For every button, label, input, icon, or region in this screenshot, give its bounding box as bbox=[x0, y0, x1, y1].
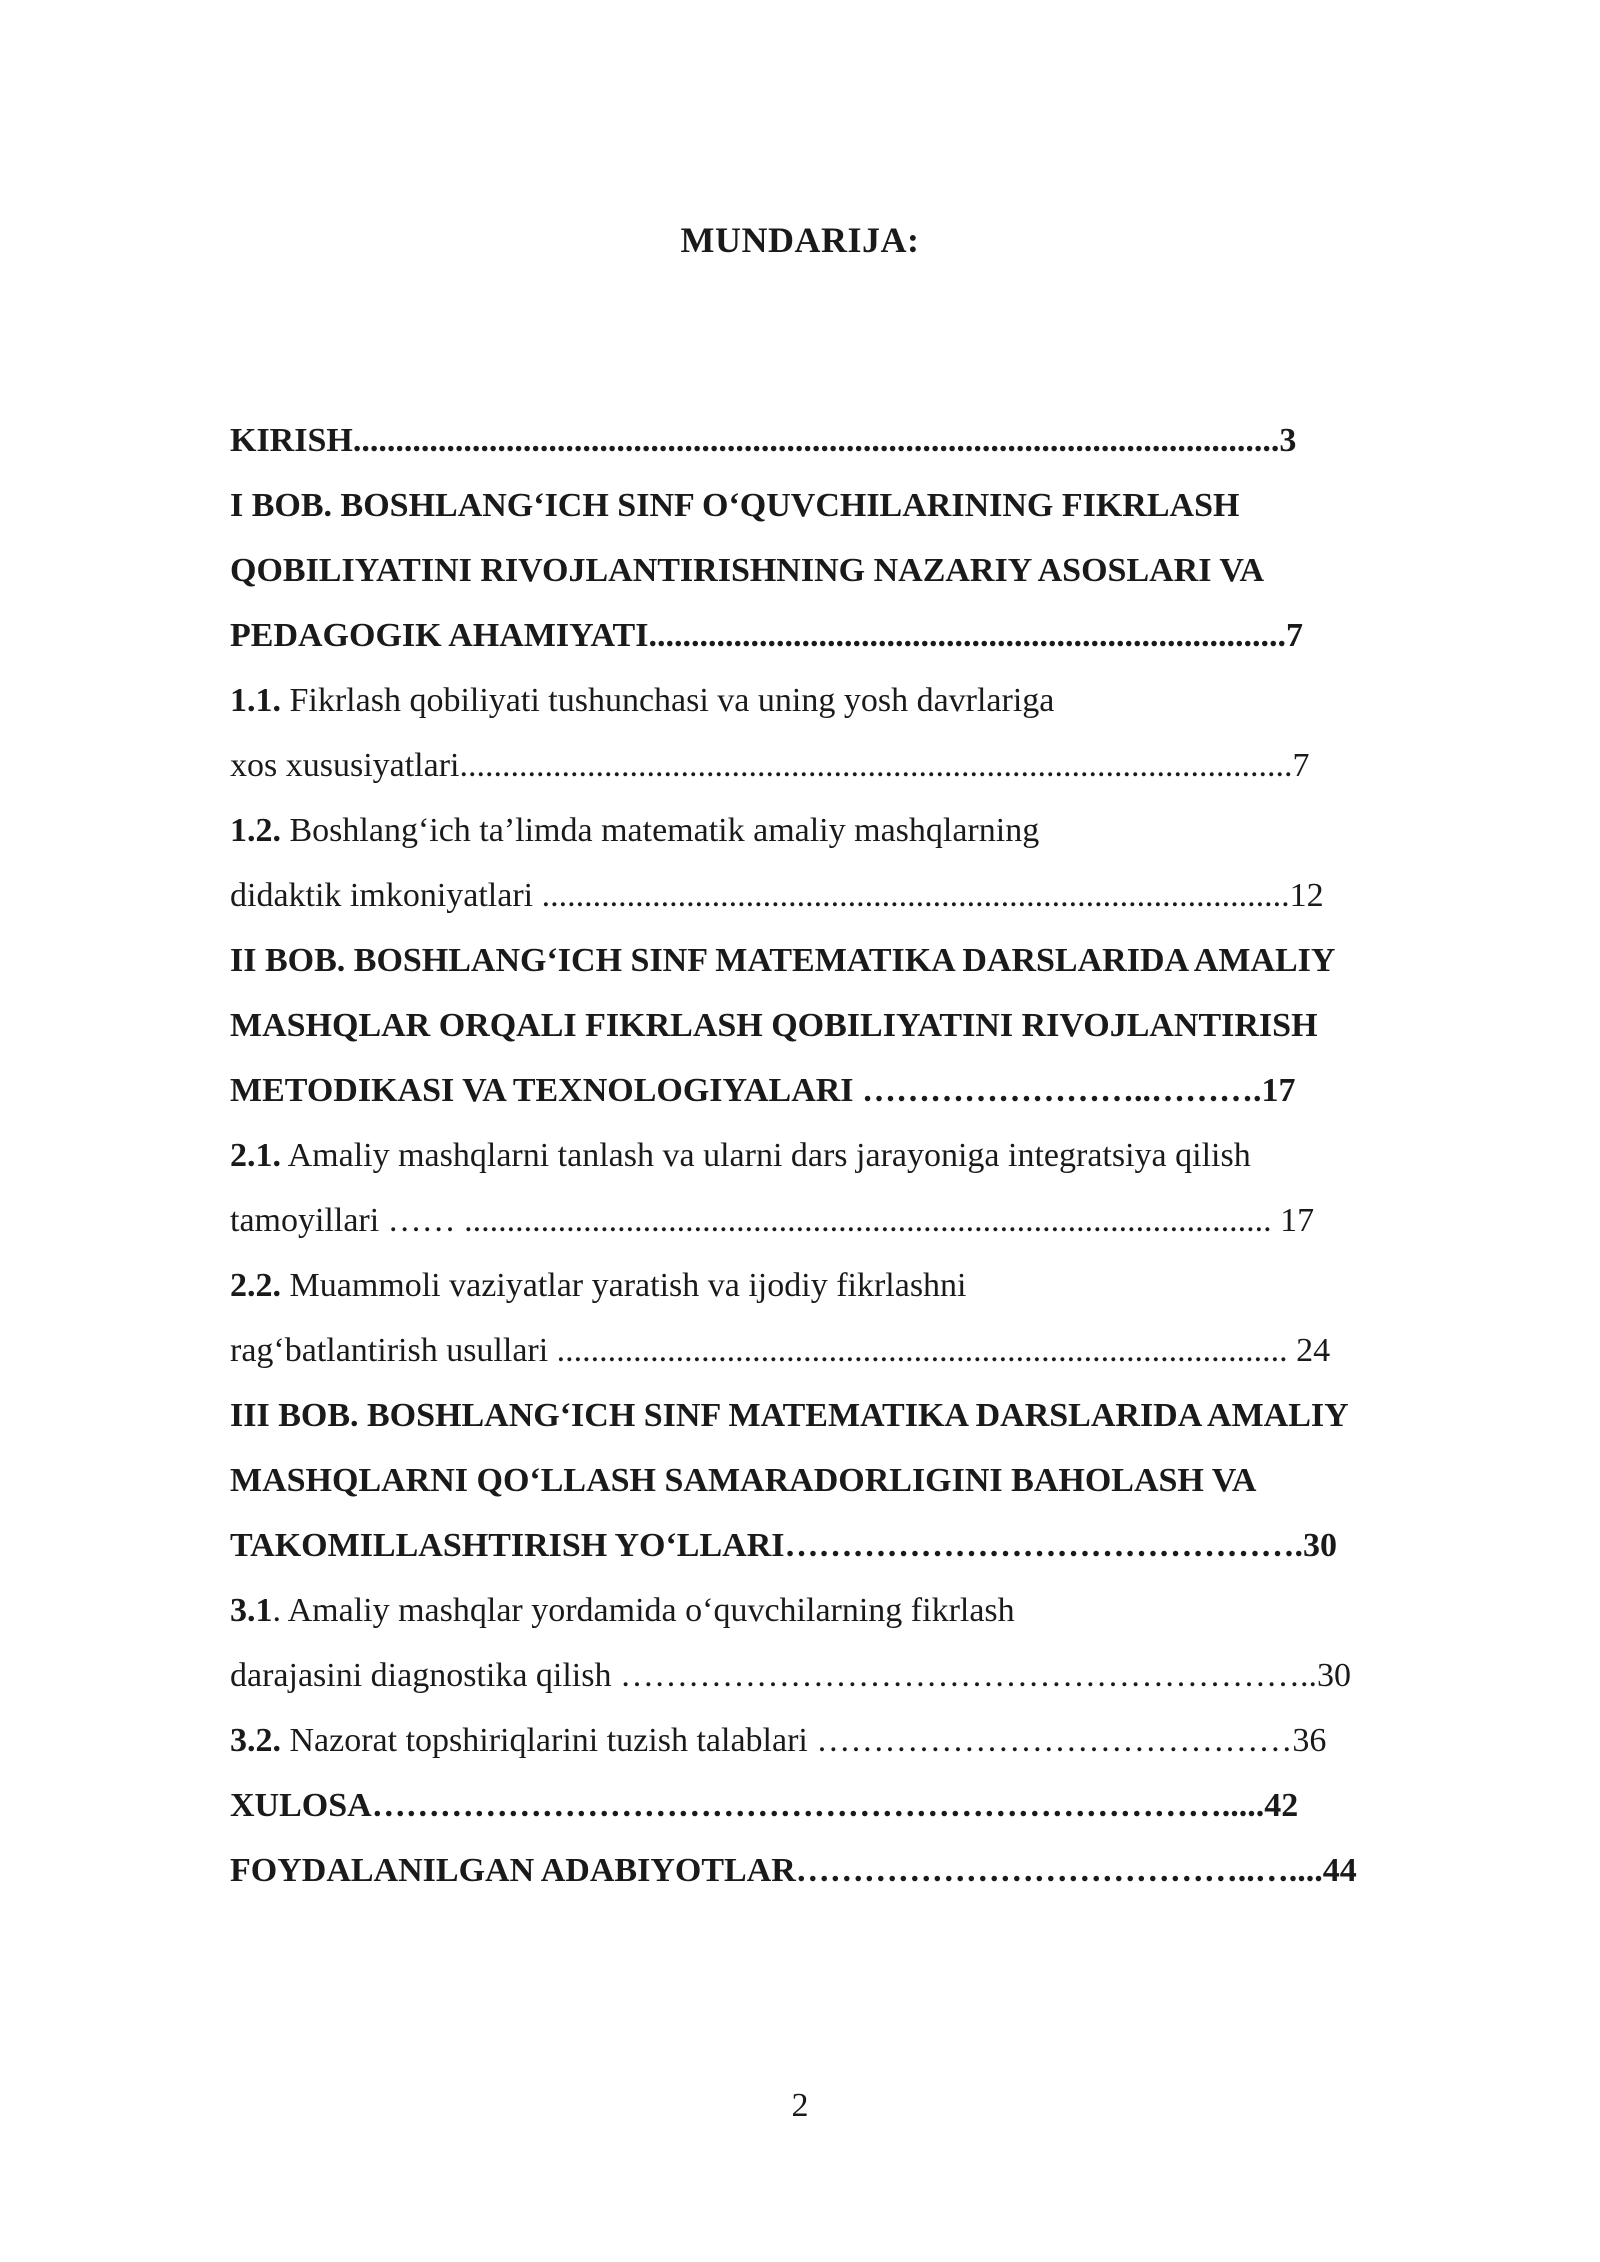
toc-line bbox=[230, 603, 1486, 668]
toc-text: didaktik imkoniyatlari ........................................................................................12 bbox=[230, 877, 1324, 914]
toc-number: 1.1. bbox=[230, 682, 281, 719]
toc-text: PEDAGOGIK AHAMIYATI...........................................................................7 bbox=[230, 617, 1303, 654]
toc-text: I BOB. BOSHLANG‘ICH SINF O‘QUVCHILARINING FIKRLASH bbox=[230, 487, 1240, 524]
toc-number: 3.1 bbox=[230, 1592, 273, 1629]
toc-text: Muammoli vaziyatlar yaratish va ijodiy fikrlashni bbox=[281, 1267, 967, 1304]
toc-line bbox=[230, 538, 1486, 603]
toc-line bbox=[230, 1773, 1486, 1838]
toc-line bbox=[230, 1383, 1486, 1448]
toc-line bbox=[230, 1708, 1486, 1773]
toc-line bbox=[230, 1838, 1486, 1903]
toc-text: darajasini diagnostika qilish ……………………………………………………..30 bbox=[230, 1657, 1351, 1694]
toc-line bbox=[230, 928, 1486, 993]
toc-line bbox=[230, 1253, 1486, 1318]
toc-number: 2.1. bbox=[230, 1137, 281, 1174]
toc-text: FOYDALANILGAN ADABIYOTLAR…………………………………..…....44 bbox=[230, 1852, 1357, 1889]
toc-text: XULOSA………………………………………………………………….....42 bbox=[230, 1787, 1299, 1824]
toc-line bbox=[230, 1123, 1486, 1188]
toc-number: 2.2. bbox=[230, 1267, 281, 1304]
toc-text: Boshlang‘ich ta’limda matematik amaliy mashqlarning bbox=[281, 812, 1040, 849]
toc-line bbox=[230, 473, 1486, 538]
toc-line bbox=[230, 1188, 1486, 1253]
toc-text: MASHQLARNI QO‘LLASH SAMARADORLIGINI BAHOLASH VA bbox=[230, 1462, 1257, 1499]
toc-number: 1.2. bbox=[230, 812, 281, 849]
toc-line bbox=[230, 1578, 1486, 1643]
toc-text: II BOB. BOSHLANG‘ICH SINF MATEMATIKA DARSLARIDA AMALIY bbox=[230, 942, 1336, 979]
toc-text: TAKOMILLASHTIRISH YO‘LLARI……………………………………….30 bbox=[230, 1527, 1337, 1564]
table-of-contents bbox=[230, 408, 1486, 1903]
toc-line bbox=[230, 798, 1486, 863]
toc-text: xos xususiyatlari..................................................................................................7 bbox=[230, 747, 1310, 784]
toc-number: 3.2. bbox=[230, 1722, 281, 1759]
toc-text: QOBILIYATINI RIVOJLANTIRISHNING NAZARIY ASOSLARI VA bbox=[230, 552, 1265, 589]
toc-text: tamoyillari …… ............................................................................................... 17 bbox=[230, 1202, 1315, 1239]
toc-text: KIRISH.............................................................................................................3 bbox=[230, 422, 1297, 459]
toc-text: METODIKASI VA TEXNOLOGIYALARI ……………………..……….17 bbox=[230, 1072, 1296, 1109]
toc-text: rag‘batlantirish usullari ...................................................................................... 24 bbox=[230, 1332, 1331, 1369]
toc-text: . Amaliy mashqlar yordamida o‘quvchilarning fikrlash bbox=[272, 1592, 1015, 1629]
toc-line bbox=[230, 733, 1486, 798]
toc-line bbox=[230, 408, 1486, 473]
toc-line bbox=[230, 1513, 1486, 1578]
toc-line bbox=[230, 1318, 1486, 1383]
toc-line bbox=[230, 863, 1486, 928]
toc-text: III BOB. BOSHLANG‘ICH SINF MATEMATIKA DARSLARIDA AMALIY bbox=[230, 1397, 1349, 1434]
toc-text: Fikrlash qobiliyati tushunchasi va uning yosh davrlariga bbox=[281, 682, 1055, 719]
toc-line bbox=[230, 668, 1486, 733]
toc-line bbox=[230, 993, 1486, 1058]
page-number: 2 bbox=[791, 2087, 809, 2124]
toc-text: MASHQLAR ORQALI FIKRLASH QOBILIYATINI RIVOJLANTIRISH bbox=[230, 1007, 1318, 1044]
toc-line bbox=[230, 1448, 1486, 1513]
toc-text: Amaliy mashqlarni tanlash va ularni dars jarayoniga integratsiya qilish bbox=[281, 1137, 1251, 1174]
toc-title: MUNDARIJA: bbox=[680, 220, 920, 260]
toc-line bbox=[230, 1058, 1486, 1123]
toc-line bbox=[230, 1643, 1486, 1708]
toc-text: Nazorat topshiriqlarini tuzish talablari ……………………………………36 bbox=[281, 1722, 1327, 1759]
